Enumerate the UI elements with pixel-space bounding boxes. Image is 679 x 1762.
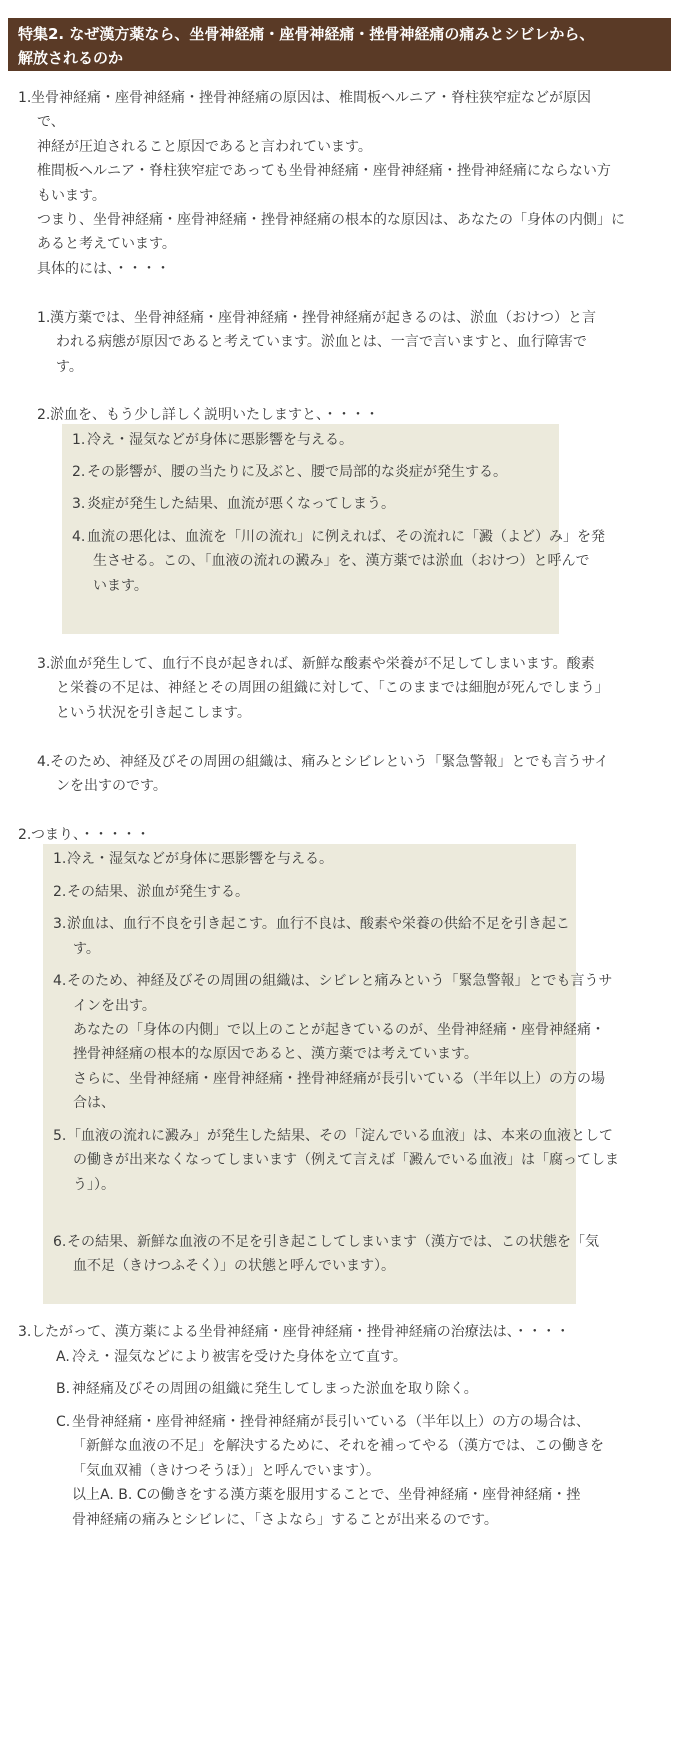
list-item-text: 椎間板ヘルニア・脊柱狭窄症であっても坐骨神経痛・座骨神経痛・挫骨神経痛にならない方: [37, 163, 611, 179]
list-item-text: で、: [37, 114, 65, 130]
list-item-text: と栄養の不足は、神経とその周囲の組織に対して、「このままでは細胞が死んでしまう」: [56, 680, 609, 696]
header-title-line-2: 解放されるのか: [18, 49, 124, 67]
list-item-text: 淤血は、血行不良を引き起こす。血行不良は、酸素や栄養の供給不足を引き起こ: [67, 916, 570, 932]
list-item-text: 淤血を、もう少し詳しく説明いたしますと、・・・・: [50, 407, 379, 423]
list-item-text: そのため、神経及びその周囲の組織は、痛みとシビレという「緊急警報」とでも言うサイ: [50, 754, 609, 770]
list-item-text: 「血液の流れに澱み」が発生した結果、その「淀んでいる血液」は、本来の血液として: [67, 1128, 613, 1144]
list-item-text: 神経が圧迫されること原因であると言われています。: [37, 139, 372, 155]
list-item-text: ンを出すのです。: [56, 778, 167, 794]
list-item-text: 「新鮮な血液の不足」を解決するために、それを補ってやる（漢方では、この働きを: [72, 1438, 604, 1454]
header-title-line-1: 特集2. なぜ漢方薬なら、坐骨神経痛・座骨神経痛・挫骨神経痛の痛みとシビレから、: [18, 25, 595, 43]
list-item-text: われる病態が原因であると考えています。淤血とは、一言で言いますと、血行障害で: [56, 334, 587, 350]
list-item-text: 冷え・湿気などにより被害を受けた身体を立て直す。: [72, 1349, 407, 1365]
list-number: 3.: [72, 496, 86, 512]
list-marker: B.: [56, 1381, 71, 1397]
list-item-text: の働きが出来なくなってしまいます（例えて言えば「澱んでいる血液」は「腐ってしま: [73, 1152, 619, 1168]
list-number: 3.: [53, 916, 67, 932]
list-item-text: つまり、坐骨神経痛・座骨神経痛・挫骨神経痛の根本的な原因は、あなたの「身体の内側」に: [37, 212, 625, 228]
list-number: 1.: [72, 432, 86, 448]
list-item-text: す。: [56, 359, 83, 375]
list-item-text: 以上A. B. Cの働きをする漢方薬を服用することで、坐骨神経痛・座骨神経痛・挫: [72, 1487, 581, 1503]
list-item-text: さらに、坐骨神経痛・座骨神経痛・挫骨神経痛が長引いている（半年以上）の方の場: [73, 1071, 605, 1087]
list-number: 4.: [53, 973, 67, 989]
list-number: 2.: [37, 407, 51, 423]
list-item-text: 炎症が発生した結果、血流が悪くなってしまう。: [87, 496, 395, 512]
list-number: 1.: [18, 90, 32, 106]
list-item-text: したがって、漢方薬による坐骨神経痛・座骨神経痛・挫骨神経痛の治療法は、・・・・: [31, 1324, 570, 1340]
list-number: 2.: [72, 464, 86, 480]
list-item-text: その結果、新鮮な血液の不足を引き起こしてしまいます（漢方では、この状態を「気: [67, 1234, 599, 1250]
list-number: 3.: [18, 1324, 32, 1340]
list-item-text: います。: [93, 578, 148, 594]
list-item-text: う」）。: [73, 1177, 115, 1193]
list-number: 3.: [37, 656, 51, 672]
list-item-text: 合は、: [73, 1095, 115, 1111]
list-item-text: その結果、淤血が発生する。: [67, 884, 249, 900]
list-item-text: 生させる。この、「血液の流れの澱み」を、漢方薬では淤血（おけつ）と呼んで: [93, 553, 590, 569]
list-marker: A.: [56, 1349, 70, 1365]
list-item-text: 「気血双補（きけつそうほ）」と呼んでいます）。: [72, 1463, 380, 1479]
list-item-text: という状況を引き起こします。: [56, 705, 251, 721]
list-item-text: 漢方薬では、坐骨神経痛・座骨神経痛・挫骨神経痛が起きるのは、淤血（おけつ）と言: [50, 310, 596, 326]
list-item-text: 具体的には、・・・・: [37, 261, 170, 277]
list-item-text: もいます。: [37, 188, 106, 204]
list-item-text: 挫骨神経痛の根本的な原因であると、漢方薬では考えています。: [73, 1046, 478, 1062]
list-number: 6.: [53, 1234, 67, 1250]
list-item-text: す。: [73, 941, 100, 957]
list-item-text: 淤血が発生して、血行不良が起きれば、新鮮な酸素や栄養が不足してしまいます。酸素: [50, 656, 595, 672]
list-item-text: インを出す。: [73, 998, 156, 1014]
list-item-text: そのため、神経及びその周囲の組織は、シビレと痛みという「緊急警報」とでも言うサ: [67, 973, 613, 989]
list-item-text: 骨神経痛の痛みとシビレに、「さよなら」することが出来るのです。: [72, 1512, 498, 1528]
list-number: 4.: [72, 529, 86, 545]
list-item-text: 冷え・湿気などが身体に悪影響を与える。: [67, 851, 333, 867]
list-number: 2.: [18, 827, 32, 843]
list-item-text: あると考えています。: [37, 236, 176, 252]
list-marker: C.: [56, 1414, 71, 1430]
list-number: 2.: [53, 884, 67, 900]
list-item-text: あなたの「身体の内側」で以上のことが起きているのが、坐骨神経痛・座骨神経痛・: [73, 1022, 605, 1038]
list-item-text: 坐骨神経痛・座骨神経痛・挫骨神経痛が長引いている（半年以上）の方の場合は、: [72, 1414, 590, 1430]
list-item-text: 血流の悪化は、血流を「川の流れ」に例えれば、その流れに「澱（よど）み」を発: [87, 529, 605, 545]
list-item-text: つまり、・・・・・: [31, 827, 150, 843]
list-number: 5.: [53, 1128, 67, 1144]
list-item-text: その影響が、腰の当たりに及ぶと、腰で局部的な炎症が発生する。: [87, 464, 507, 480]
list-item-text: 冷え・湿気などが身体に悪影響を与える。: [87, 432, 353, 448]
list-number: 1.: [37, 310, 51, 326]
list-item-text: 坐骨神経痛・座骨神経痛・挫骨神経痛の原因は、椎間板ヘルニア・脊柱狭窄症などが原因: [31, 90, 591, 106]
list-number: 1.: [53, 851, 67, 867]
list-item-text: 血不足（きけつふそく）」の状態と呼んでいます）。: [73, 1258, 395, 1274]
list-number: 4.: [37, 754, 51, 770]
list-item-text: 神経痛及びその周囲の組織に発生してしまった淤血を取り除く。: [72, 1381, 478, 1397]
